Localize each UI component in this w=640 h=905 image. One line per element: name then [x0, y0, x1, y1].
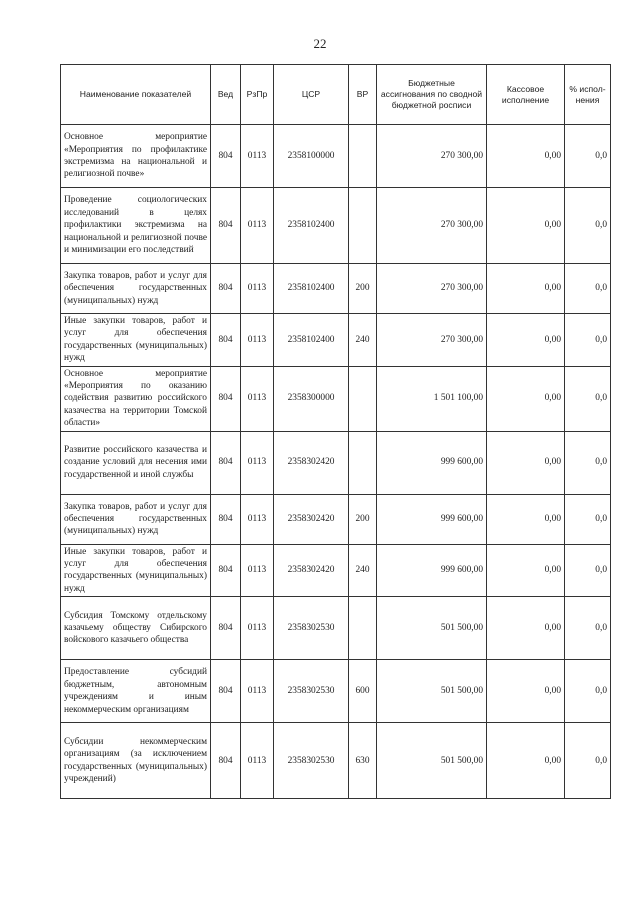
row-rzpr: 0113 — [241, 494, 274, 544]
row-cash: 0,00 — [487, 494, 565, 544]
row-percent: 0,0 — [565, 431, 611, 494]
row-percent: 0,0 — [565, 125, 611, 188]
row-csr: 2358302530 — [274, 597, 349, 660]
table-row — [61, 431, 611, 494]
table-row — [61, 264, 611, 314]
row-percent: 0,0 — [565, 494, 611, 544]
row-budget: 501 500,00 — [377, 723, 487, 799]
row-vr — [349, 125, 377, 188]
header-rzpr: РзПр — [241, 65, 274, 125]
row-csr: 2358302530 — [274, 723, 349, 799]
page-number: 22 — [313, 36, 327, 51]
row-percent: 0,0 — [565, 314, 611, 367]
row-csr: 2358302530 — [274, 660, 349, 723]
row-percent: 0,0 — [565, 660, 611, 723]
row-name: Закупка товаров, работ и услуг для обеспечения государственных (муниципальных) нужд — [61, 494, 211, 544]
row-budget: 270 300,00 — [377, 264, 487, 314]
row-ved: 804 — [211, 723, 241, 799]
row-vr — [349, 366, 377, 431]
row-rzpr: 0113 — [241, 188, 274, 264]
table-row — [61, 544, 611, 597]
row-name: Развитие российского казачества и создание условий для несения ими государственной и иной службы — [61, 431, 211, 494]
row-cash: 0,00 — [487, 366, 565, 431]
row-name: Проведение социологических исследований в целях профилактики экстремизма на национальной и религиозной почве и минимизации его последствий — [61, 188, 211, 264]
header-name: Наименование показателей — [61, 65, 211, 125]
row-vr — [349, 597, 377, 660]
row-cash: 0,00 — [487, 188, 565, 264]
row-name: Закупка товаров, работ и услуг для обеспечения государственных (муниципальных) нужд — [61, 264, 211, 314]
row-csr: 2358302420 — [274, 494, 349, 544]
row-budget: 270 300,00 — [377, 188, 487, 264]
row-name: Субсидия Томскому отдельскому казачьему обществу Сибирского войскового казачьего общества — [61, 597, 211, 660]
row-name: Иные закупки товаров, работ и услуг для обеспечения государственных (муниципальных) нужд — [61, 314, 211, 367]
row-budget: 501 500,00 — [377, 660, 487, 723]
row-budget: 270 300,00 — [377, 314, 487, 367]
row-rzpr: 0113 — [241, 660, 274, 723]
row-vr: 200 — [349, 264, 377, 314]
row-ved: 804 — [211, 494, 241, 544]
table-row — [61, 723, 611, 799]
row-csr: 2358302420 — [274, 544, 349, 597]
row-vr — [349, 188, 377, 264]
row-cash: 0,00 — [487, 125, 565, 188]
header-cash: Кассовое исполнение — [487, 65, 565, 125]
row-ved: 804 — [211, 597, 241, 660]
table-body — [61, 125, 611, 799]
budget-table — [60, 64, 611, 799]
row-cash: 0,00 — [487, 544, 565, 597]
table-row — [61, 366, 611, 431]
row-csr: 2358102400 — [274, 188, 349, 264]
row-csr: 2358300000 — [274, 366, 349, 431]
header-budget: Бюджетные ассигнования по сводной бюджетной росписи — [377, 65, 487, 125]
row-ved: 804 — [211, 544, 241, 597]
row-budget: 999 600,00 — [377, 544, 487, 597]
table-row — [61, 314, 611, 367]
row-rzpr: 0113 — [241, 314, 274, 367]
row-percent: 0,0 — [565, 597, 611, 660]
row-rzpr: 0113 — [241, 723, 274, 799]
row-cash: 0,00 — [487, 264, 565, 314]
table-row — [61, 494, 611, 544]
row-csr: 2358100000 — [274, 125, 349, 188]
row-csr: 2358102400 — [274, 314, 349, 367]
row-rzpr: 0113 — [241, 431, 274, 494]
row-name: Предоставление субсидий бюджетным, автономным учреждениям и иным некоммерческим организациям — [61, 660, 211, 723]
row-csr: 2358302420 — [274, 431, 349, 494]
row-rzpr: 0113 — [241, 264, 274, 314]
row-ved: 804 — [211, 125, 241, 188]
row-ved: 804 — [211, 264, 241, 314]
row-ved: 804 — [211, 431, 241, 494]
row-vr: 600 — [349, 660, 377, 723]
table-row — [61, 125, 611, 188]
row-vr — [349, 431, 377, 494]
table-row — [61, 597, 611, 660]
row-percent: 0,0 — [565, 544, 611, 597]
row-cash: 0,00 — [487, 660, 565, 723]
row-ved: 804 — [211, 314, 241, 367]
row-ved: 804 — [211, 188, 241, 264]
row-vr: 240 — [349, 544, 377, 597]
row-percent: 0,0 — [565, 723, 611, 799]
row-name: Субсидии некоммерческим организациям (за исключением государственных (муниципальных) учреждений) — [61, 723, 211, 799]
row-cash: 0,00 — [487, 597, 565, 660]
row-name: Основное мероприятие «Мероприятия по профилактике экстремизма на национальной и религиозной почве» — [61, 125, 211, 188]
row-budget: 999 600,00 — [377, 431, 487, 494]
row-name: Иные закупки товаров, работ и услуг для обеспечения государственных (муниципальных) нужд — [61, 544, 211, 597]
row-csr: 2358102400 — [274, 264, 349, 314]
row-vr: 240 — [349, 314, 377, 367]
row-vr: 200 — [349, 494, 377, 544]
row-rzpr: 0113 — [241, 597, 274, 660]
row-ved: 804 — [211, 366, 241, 431]
row-budget: 999 600,00 — [377, 494, 487, 544]
row-percent: 0,0 — [565, 264, 611, 314]
row-cash: 0,00 — [487, 723, 565, 799]
table-header-row — [61, 65, 611, 125]
row-vr: 630 — [349, 723, 377, 799]
row-budget: 1 501 100,00 — [377, 366, 487, 431]
row-cash: 0,00 — [487, 431, 565, 494]
row-rzpr: 0113 — [241, 125, 274, 188]
table-row — [61, 660, 611, 723]
header-ved: Вед — [211, 65, 241, 125]
table-row — [61, 188, 611, 264]
row-budget: 501 500,00 — [377, 597, 487, 660]
row-rzpr: 0113 — [241, 366, 274, 431]
row-name: Основное мероприятие «Мероприятия по оказанию содействия развитию российского казачества на территории Томской области» — [61, 366, 211, 431]
header-vr: ВР — [349, 65, 377, 125]
row-budget: 270 300,00 — [377, 125, 487, 188]
row-rzpr: 0113 — [241, 544, 274, 597]
header-percent: % испол-нения — [565, 65, 611, 125]
row-ved: 804 — [211, 660, 241, 723]
header-csr: ЦСР — [274, 65, 349, 125]
row-cash: 0,00 — [487, 314, 565, 367]
row-percent: 0,0 — [565, 366, 611, 431]
row-percent: 0,0 — [565, 188, 611, 264]
